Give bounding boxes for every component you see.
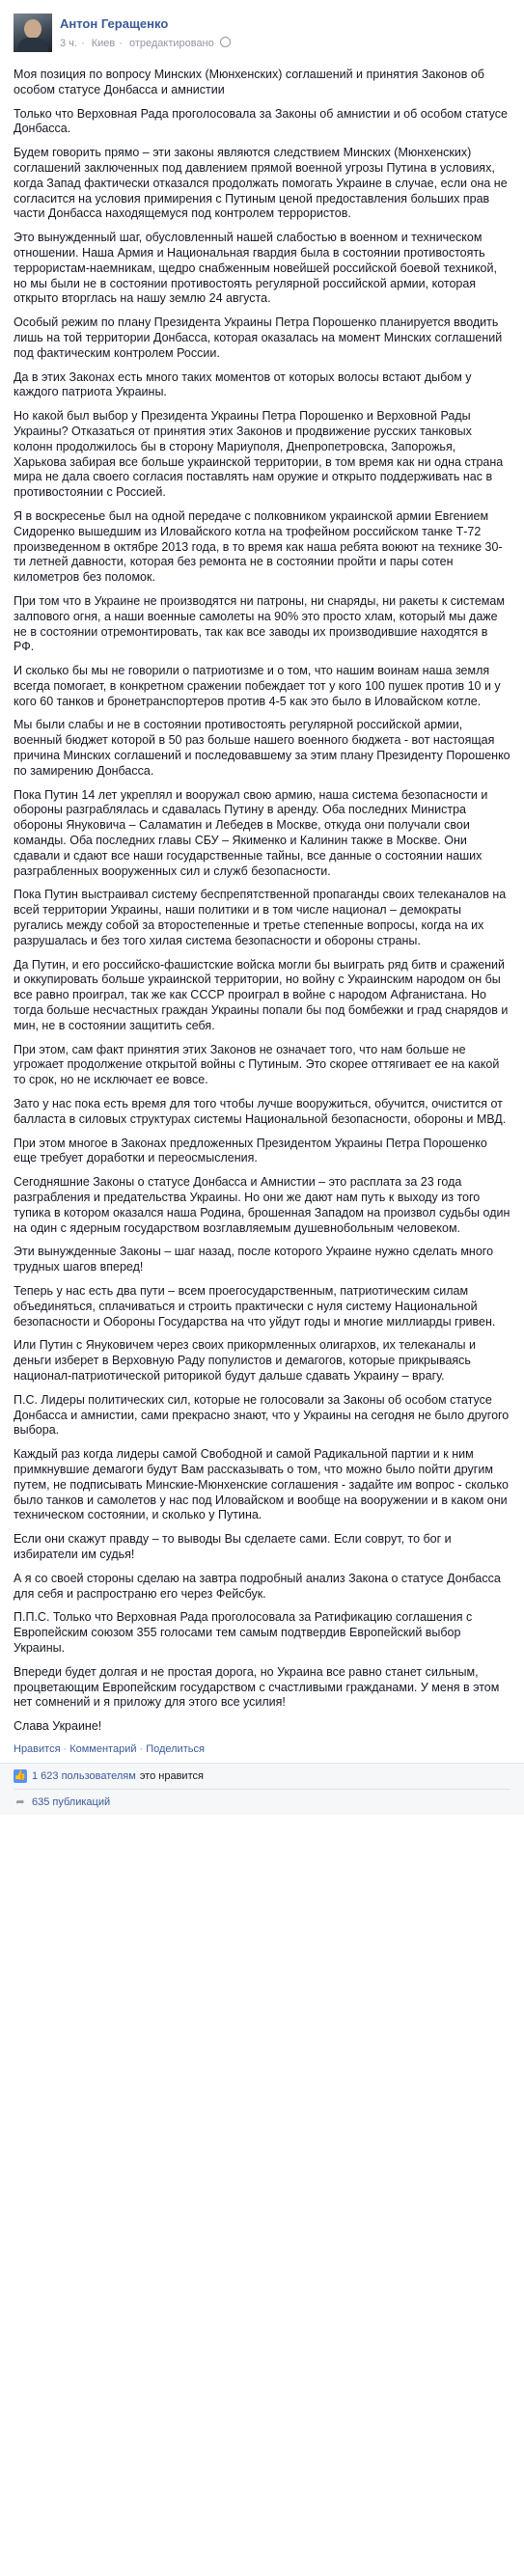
comment-link[interactable]: Комментарий: [69, 1742, 137, 1755]
share-link[interactable]: Поделиться: [146, 1742, 205, 1755]
subline-separator: ·: [80, 38, 85, 49]
post-paragraph: Да Путин, и его российско-фашистские войска могли бы выиграть ряд битв и сражений и оккупировать больше украинской территории, но войну с Украинским народом он бы все равно проиграл, так же как СССР проиграл в войне с народом Афганистана. Но тогда больше несчастных граждан Украины попали бы под бомбежки и град снарядов и мин, не в состоянии защитить себя.: [14, 957, 509, 1032]
post-paragraph: П.П.С. Только что Верховная Рада проголосовала за Ратификацию соглашения с Европейским союзом 355 голосами тем самым подтвердив Европейский выбор Украины.: [14, 1610, 473, 1655]
shares-count-link[interactable]: 635 публикаций: [32, 1795, 111, 1808]
post-paragraph: Если они скажут правду – то выводы Вы сделаете сами. Если соврут, то бог и избиратели им судья!: [14, 1532, 452, 1561]
post-paragraph: Особый режим по плану Президента Украины Петра Порошенко планируется вводить лишь на той территории Донбасса, которая оказалась на момент Минских соглашений под фактическим контролем России.: [14, 315, 503, 360]
action-separator: ·: [63, 1742, 68, 1755]
post-actions: [14, 1743, 510, 1763]
shares-row: [14, 1789, 510, 1815]
post-paragraph: Или Путин с Януковичем через своих прикормленных олигархов, их телеканалы и деньги изберет в Верховную Раду популистов и демагогов, которые прикрываясь национал-патриотической риторикой будут дальше сдавать Украину – врагу.: [14, 1338, 476, 1383]
post-paragraph: Только что Верховная Рада проголосовала за Законы об амнистии и об особом статусе Донбасса.: [14, 106, 508, 136]
author-avatar[interactable]: [14, 14, 52, 52]
avatar-body: [17, 38, 48, 52]
post-paragraph: Это вынужденный шаг, обусловленный нашей слабостью в военном и техническом отношении. Наша Армия и Национальная гвардия была в состоянии противостоять террористам-наемникам, щедро снабженным новейшей российской боевой техникой, но мы были не в состоянии противостоять регулярной российской армии, которая открыто вторглась на нашу землю 24 августа.: [14, 231, 497, 306]
post-paragraph: Пока Путин 14 лет укреплял и вооружал свою армию, наша система безопасности и обороны разграблялась и сдавалась Путину в аренду. Оба последних Министра обороны Януковича – Саламатин и Лебедев в Москве, откуда они получали свои команды. Оба последних главы СБУ – Якименко и Калинин также в Москве. Они сдавали и сдают все наши государственные тайны, все данные о состоянии наших разграбленных вооруженных сил и служб безопасности.: [14, 787, 488, 878]
thumbs-up-icon: 👍: [14, 1769, 27, 1781]
action-separator: ·: [139, 1742, 144, 1755]
author-name-link[interactable]: Антон Геращенко: [60, 16, 169, 31]
post-paragraph: Сегодняшние Законы о статусе Донбасса и Амнистии – это расплата за 23 года разграбления и предательства Украины. Но они же дают нам путь к выходу из того тупика в котором оказался наша Родина, брошенная Западом на произвол судьбы один на один с ядерным государством возглавляемым душевнобольным человеком.: [14, 1175, 510, 1235]
post-paragraph: Моя позиция по вопросу Минских (Мюнхенских) соглашений и принятия Законов об особом статусе Донбасса и амнистии: [14, 68, 484, 96]
post-paragraph: Впереди будет долгая и не простая дорога, но Украина все равно станет сильным, процветающим Европейским государством с счастливыми гражданами. У меня в этом нет сомнений и я приложу для этого все усилия!: [14, 1664, 500, 1710]
likes-row: [14, 1764, 510, 1789]
share-icon: ➦: [15, 1795, 25, 1808]
post-stats: [0, 1763, 524, 1815]
post-header: [14, 14, 510, 60]
post-paragraph: Слава Украине!: [14, 1719, 102, 1734]
post-paragraph: Пока Путин выстраивал систему беспрепятственной пропаганды своих телеканалов на всей территории Украины, наши политики и в том числе национал – демократы ругались между собой за второстепенные и третье степенные вопросы, когда на их разрушалась и без того хилая система безопасности и обороны страны.: [14, 888, 507, 947]
post-paragraph: При том что в Украине не производятся ни патроны, ни снаряды, ни ракеты к системам залпового огня, а наши военные самолеты на 90% это просто хлам, который мы даже не в состоянии отремонтировать, так как все заводы их производившие находятся в РФ.: [14, 593, 505, 654]
likes-count-link[interactable]: 1 623 пользователям: [32, 1769, 136, 1782]
post-edited-label[interactable]: отредактировано: [128, 38, 214, 49]
post-paragraph: Теперь у нас есть два пути – всем проегосударственным, патриотическим силам объединяться, сплачиваться и строить практически с нуля систему Национальной безопасности и Обороны Государства на что уйдут годы и многие миллиарды гривен.: [14, 1283, 496, 1329]
post-subline: [60, 37, 234, 49]
post-paragraph: Зато у нас пока есть время для того чтобы лучше вооружиться, обучится, очистится от балласта в силовых структурах системы Национальной безопасности, обороны и МВД.: [14, 1097, 507, 1126]
globe-icon[interactable]: [220, 37, 231, 47]
post-body: [14, 68, 510, 1735]
post-paragraph: Мы были слабы и не в состоянии противостоять регулярной российской армии, военный бюджет которой в 50 раз больше нашего военного бюджета - вот настоящая причина Минских соглашений и последовавшему за этим плану Президенту Порошенко по замирению Донбасса.: [14, 718, 510, 778]
post-paragraph: При этом, сам факт принятия этих Законов не означает того, что нам больше не угрожает продолжение открытой войны с Путиным. Это скорее оттягивает ее на какой то срок, но не исключает ее вовсе.: [14, 1042, 500, 1087]
post-paragraph: А я со своей стороны сделаю на завтра подробный анализ Закона о статусе Донбасса для себя и распространю его через Фейсбук.: [14, 1571, 501, 1601]
likes-text: это нравится: [139, 1769, 204, 1782]
post-paragraph: Да в этих Законах есть много таких моментов от которых волосы встают дыбом у каждого патриота Украины.: [14, 370, 472, 399]
post-paragraph: При этом многое в Законах предложенных Президентом Украины Петра Порошенко еще требует доработки и переосмысления.: [14, 1136, 487, 1165]
post-paragraph: П.С. Лидеры политических сил, которые не голосовали за Законы об особом статусе Донбасса и амнистии, сами прекрасно знают, что у Украины на сегодня не было другого выбора.: [14, 1392, 510, 1438]
like-link[interactable]: Нравится: [14, 1742, 61, 1755]
subline-separator: ·: [119, 38, 123, 49]
post-meta: [60, 14, 234, 49]
post-paragraph: Эти вынужденные Законы – шаг назад, после которого Украине нужно сделать много трудных шагов вперед!: [14, 1245, 494, 1274]
post-paragraph: Будем говорить прямо – эти законы являются следствием Минских (Мюнхенских) соглашений заключенных под давлением прямой военной угрозы Путина в условиях, когда Запад фактически отказался продолжать помогать Украине в случае, если она не согласится на условия примирения с Путиным ценой предоставления больших прав части Донбасса находящемуся под контролем террористов.: [14, 146, 508, 221]
post-paragraph: И сколько бы мы не говорили о патриотизме и о том, что нашим воинам наша земля всегда помогает, в конкретном сражении побеждает тот у кого 100 пушек против 10 и у кого 60 танков и бронетранспортеров против 4-5 как это было в Иловайском котле.: [14, 664, 501, 708]
post-timestamp[interactable]: 3 ч.: [60, 38, 77, 49]
avatar-head: [24, 19, 41, 39]
post-paragraph: Но какой был выбор у Президента Украины Петра Порошенко и Верховной Рады Украины? Отказаться от принятия этих Законов и продвижение русских танковых колонн продолжилось бы в сторону Мариуполя, Днепропетровска, Запорожья, Харькова забирая все больше украинской территории, в том время как ни одна страна мира не дала своего согласия поставлять нам оружие и открыто поддерживать нас в противостоянии с Россией.: [14, 409, 504, 500]
post-paragraph: Каждый раз когда лидеры самой Свободной и самой Радикальной партии и к ним примкнувшие демагоги будут Вам рассказывать о том, что можно было пойти другим путем, не подписывать Минские-Мюнхенские соглашения - задайте им вопрос - сколько было танков и самолетов у нас под Иловайском и вообще на вооружении и в каком они техническом состоянии, и сколько у Путина.: [14, 1447, 509, 1522]
post-location[interactable]: Киев: [91, 38, 116, 49]
post-paragraph: Я в воскресенье был на одной передаче с полковником украинской армии Евгением Сидоренко вышедшим из Иловайского котла на трофейном российском танке Т-72 произведенном в октябре 2013 года, в то время как наша ребята воюют на технике 30-ти летней давности, которая без ремонта не в состоянии пройти и пары сотен километров без поломок.: [14, 508, 503, 585]
